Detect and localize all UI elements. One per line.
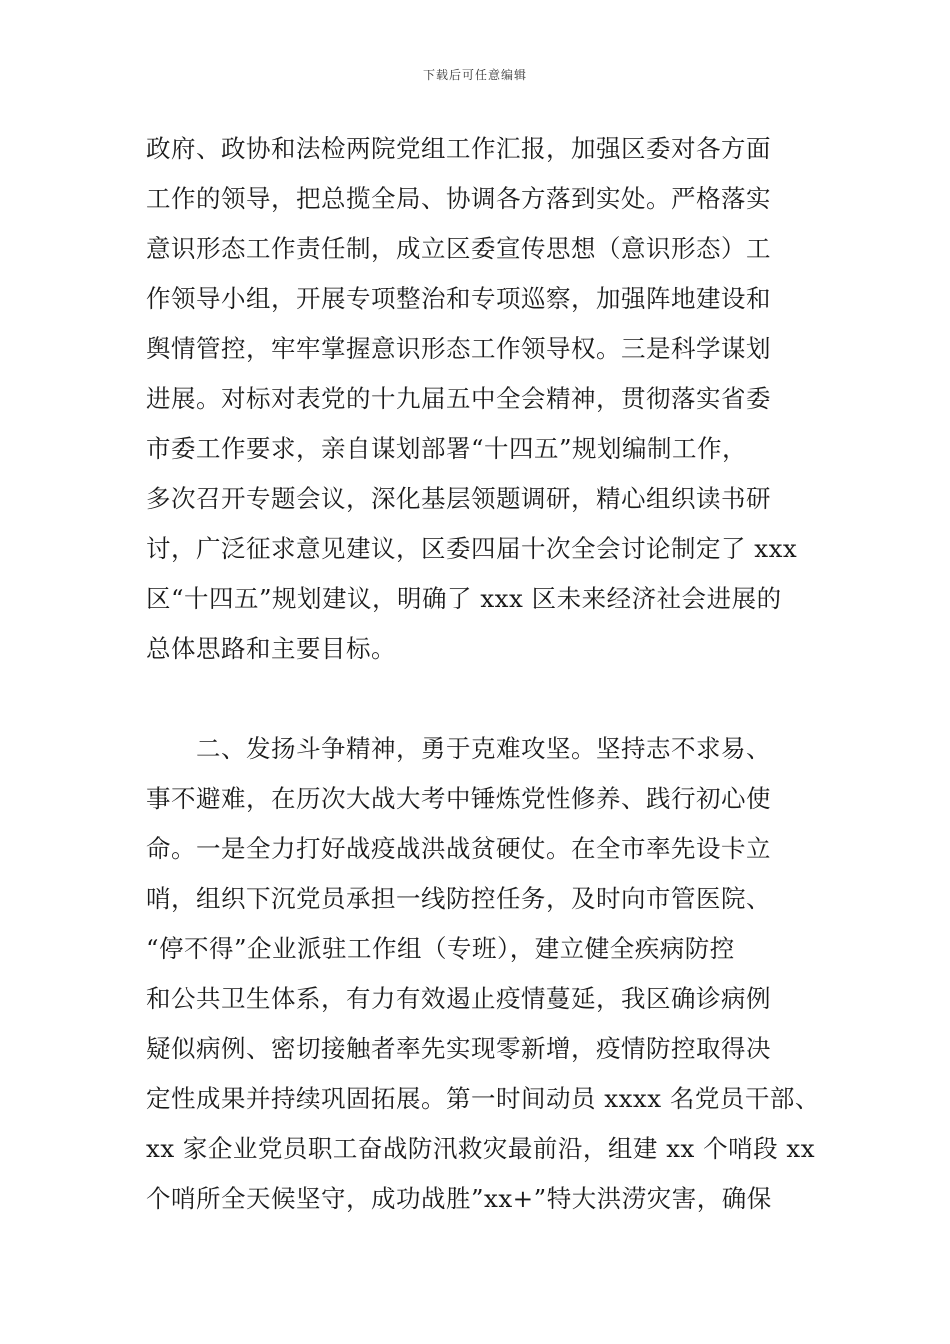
text-line: 命。一是全力打好战疫战洪战贫硬仗。在全市率先设卡立	[146, 834, 771, 863]
text-line: 市委工作要求，亲自谋划部署“十四五”规划编制工作，	[146, 434, 748, 463]
text-line: 舆情管控，牢牢掌握意识形态工作领导权。三是科学谋划	[146, 334, 771, 363]
text-line: 工作的领导，把总揽全局、协调各方落到实处。严格落实	[146, 184, 771, 213]
document-body	[146, 124, 826, 1224]
text-line: xx 家企业党员职工奋战防汛救灾最前沿，组建 xx 个哨段 xx	[146, 1134, 816, 1163]
paragraph-1	[146, 124, 826, 674]
paragraph-spacer	[146, 674, 826, 724]
text-line: 个哨所全天候坚守，成功战胜”xx+”特大洪涝灾害，确保	[146, 1184, 772, 1213]
text-line: 疑似病例、密切接触者率先实现零新增，疫情防控取得决	[146, 1034, 771, 1063]
text-line: 进展。对标对表党的十九届五中全会精神，贯彻落实省委	[146, 384, 771, 413]
text-line: 事不避难，在历次大战大考中锤炼党性修养、践行初心使	[146, 784, 771, 813]
text-line: 哨，组织下沉党员承担一线防控任务，及时向市管医院、	[146, 884, 771, 913]
text-line: 二、发扬斗争精神，勇于克难攻坚。坚持志不求易、	[196, 734, 771, 763]
text-line: 讨，广泛征求意见建议，区委四届十次全会讨论制定了 xxx	[146, 534, 798, 563]
text-line: 政府、政协和法检两院党组工作汇报，加强区委对各方面	[146, 134, 771, 163]
paragraph-2	[146, 724, 826, 1224]
text-line: 意识形态工作责任制，成立区委宣传思想（意识形态）工	[146, 234, 771, 263]
text-line: “停不得”企业派驻工作组（专班），建立健全疾病防控	[146, 934, 735, 963]
text-line: 多次召开专题会议，深化基层领题调研，精心组织读书研	[146, 484, 771, 513]
text-line: 定性成果并持续巩固拓展。第一时间动员 xxxx 名党员干部、	[146, 1084, 820, 1113]
text-line: 作领导小组，开展专项整治和专项巡察，加强阵地建设和	[146, 284, 771, 313]
page-header: 下载后可任意编辑	[422, 68, 527, 82]
text-line: 区“十四五”规划建议，明确了 xxx 区未来经济社会进展的	[146, 584, 782, 613]
text-line: 和公共卫生体系，有力有效遏止疫情蔓延，我区确诊病例	[146, 984, 771, 1013]
text-line: 总体思路和主要目标。	[146, 634, 396, 663]
